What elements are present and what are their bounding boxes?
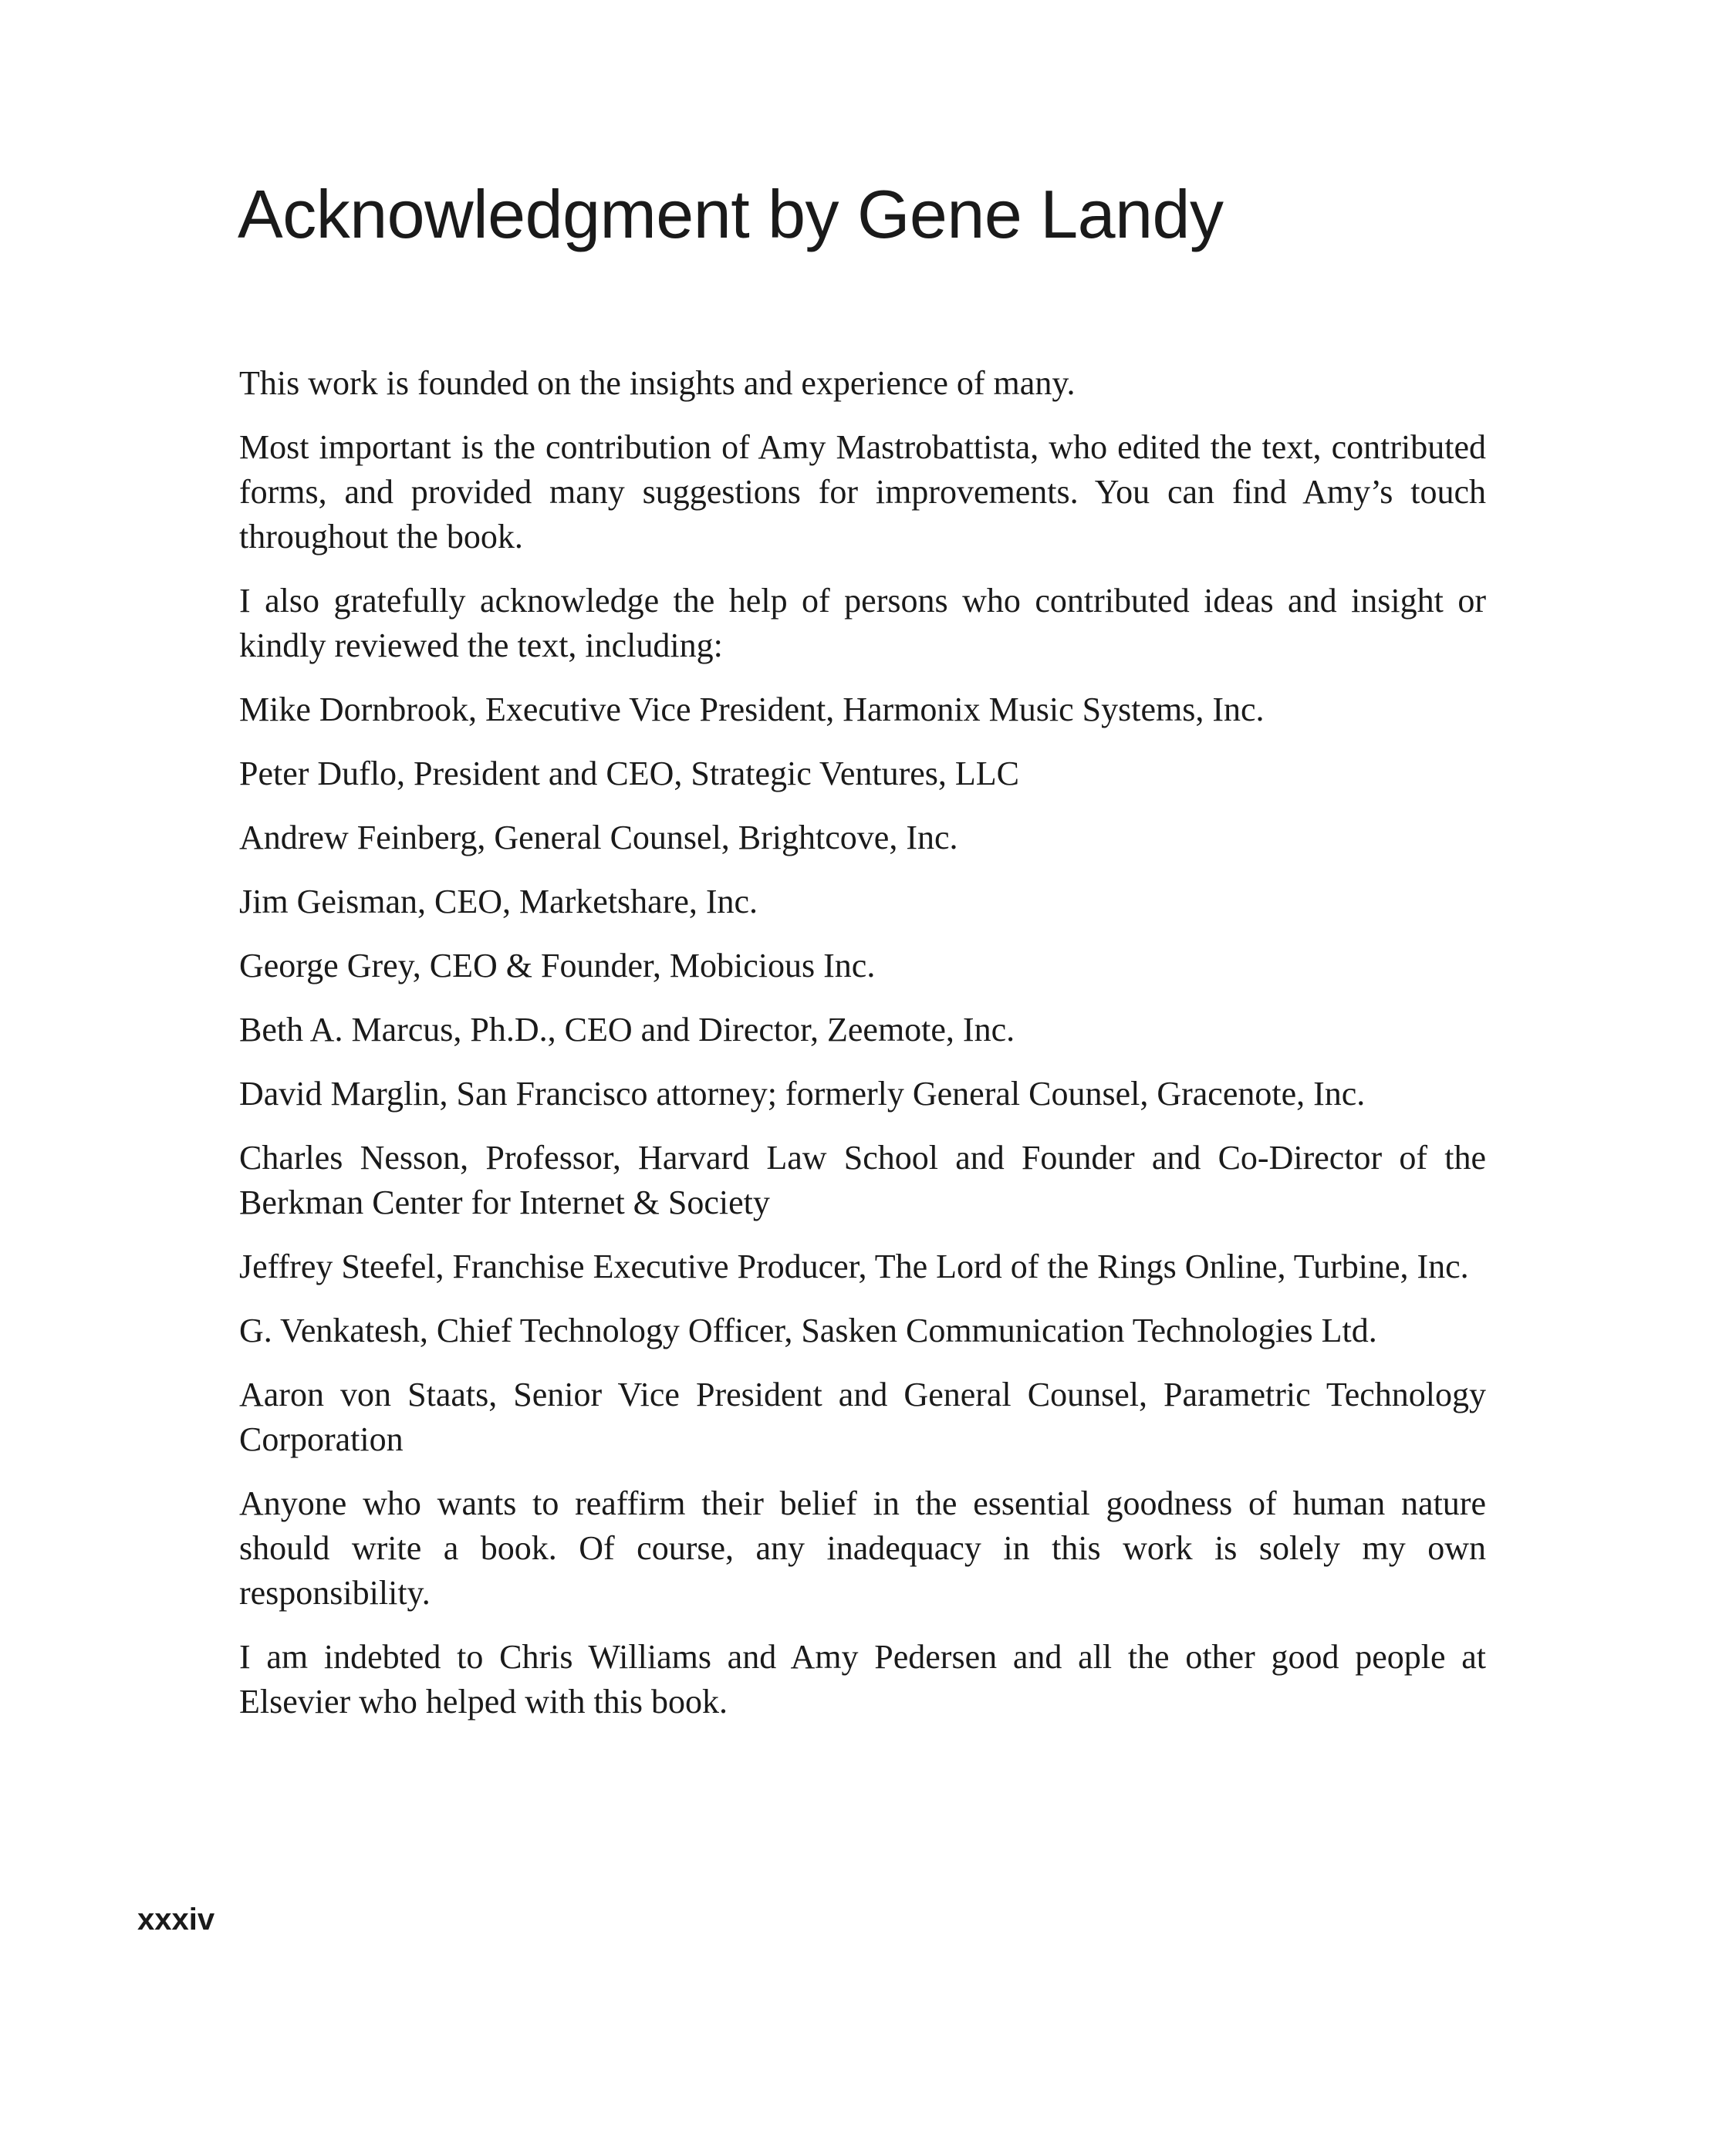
intro-paragraph: This work is founded on the insights and experience of many. bbox=[239, 364, 1076, 402]
closing-paragraph: Anyone who wants to reaffirm their belief in the essential goodness of human nature should write a book. Of course, any inadequacy in this work is solely my own responsibility. bbox=[239, 1484, 1486, 1612]
contributor-entry: Beth A. Marcus, Ph.D., CEO and Director, Zeemote, Inc. bbox=[239, 1011, 1015, 1049]
contributor-entry: Andrew Feinberg, General Counsel, Brightcove, Inc. bbox=[239, 819, 958, 856]
contributor-entry: Aaron von Staats, Senior Vice President and General Counsel, Parametric Technology Corporation bbox=[239, 1376, 1486, 1458]
page-number: xxxiv bbox=[137, 1903, 215, 1937]
acknowledgment-body bbox=[239, 361, 1486, 1744]
contributor-entry: Jim Geisman, CEO, Marketshare, Inc. bbox=[239, 883, 758, 920]
contributor-entry: G. Venkatesh, Chief Technology Officer, Sasken Communication Technologies Ltd. bbox=[239, 1312, 1377, 1349]
contributor-entry: Charles Nesson, Professor, Harvard Law School and Founder and Co-Director of the Berkman Center for Internet & Society bbox=[239, 1139, 1486, 1221]
contributor-entry: Mike Dornbrook, Executive Vice President, Harmonix Music Systems, Inc. bbox=[239, 691, 1265, 728]
contributor-entry: Peter Duflo, President and CEO, Strategic Ventures, LLC bbox=[239, 755, 1019, 792]
page-title: Acknowledgment by Gene Landy bbox=[238, 176, 1224, 252]
contributor-entry: David Marglin, San Francisco attorney; formerly General Counsel, Gracenote, Inc. bbox=[239, 1075, 1366, 1113]
contribution-paragraph: Most important is the contribution of Amy Mastrobattista, who edited the text, contributed forms, and provided many suggestions for improvements. You can find Amy’s touch throughout the book. bbox=[239, 428, 1486, 556]
contributor-entry: George Grey, CEO & Founder, Mobicious Inc. bbox=[239, 947, 876, 984]
contributor-entry: Jeffrey Steefel, Franchise Executive Producer, The Lord of the Rings Online, Turbine, Inc. bbox=[239, 1248, 1469, 1285]
acknowledge-intro-paragraph: I also gratefully acknowledge the help of persons who contributed ideas and insight or kindly reviewed the text, including: bbox=[239, 582, 1486, 664]
closing-paragraph: I am indebted to Chris Williams and Amy Pedersen and all the other good people at Elsevier who helped with this book. bbox=[239, 1638, 1486, 1721]
